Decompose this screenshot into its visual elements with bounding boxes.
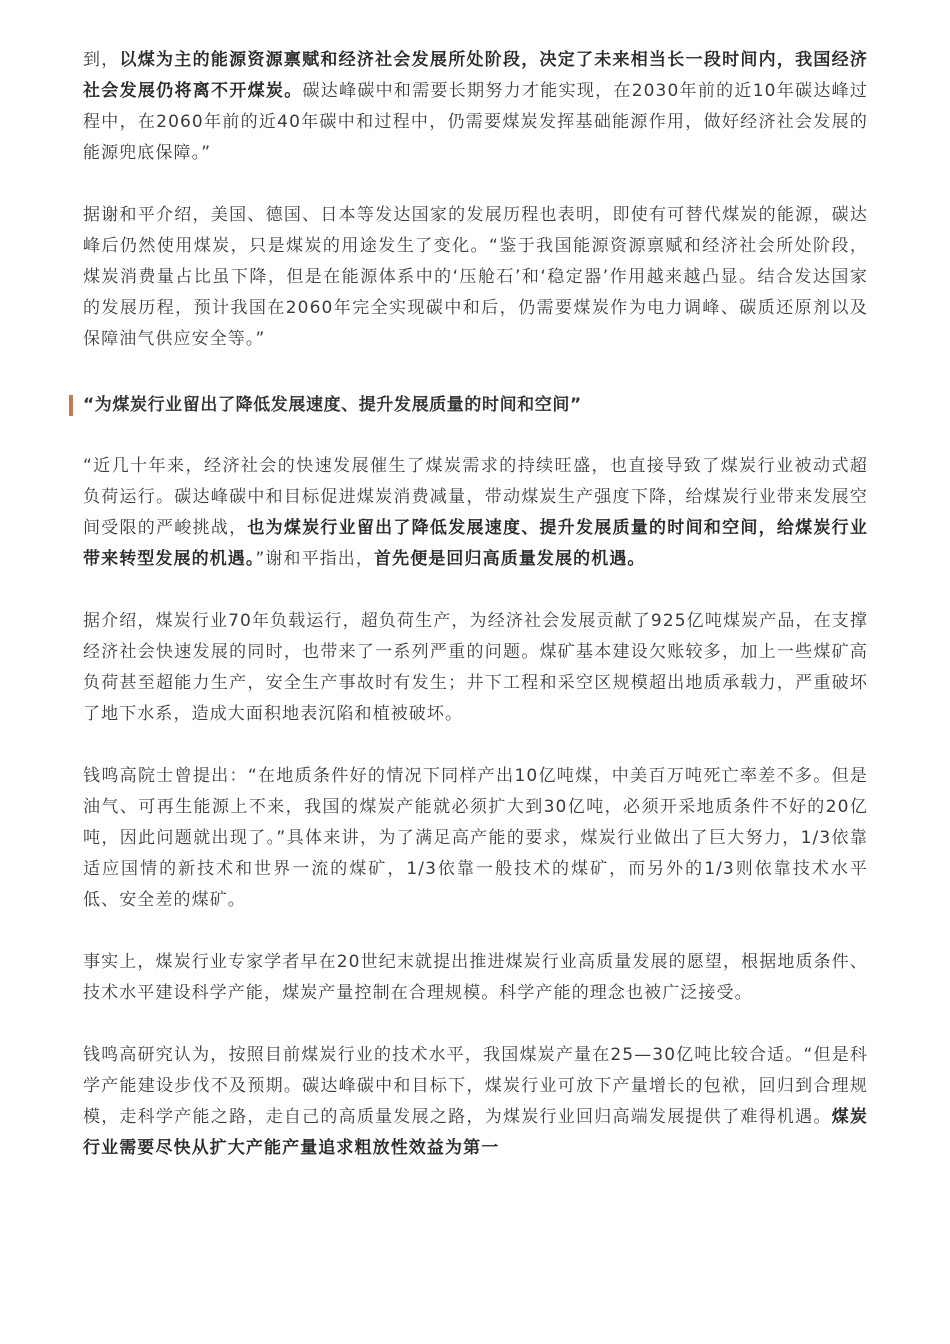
article-body — [83, 45, 868, 1164]
paragraph-1-lead: 到， — [83, 50, 120, 70]
paragraph-3 — [83, 451, 868, 575]
paragraph-7-text: 钱鸣高研究认为，按照目前煤炭行业的技术水平，我国煤炭产量在25—30亿吨比较合适。“但是科学产能建设步伐不及预期。碳达峰碳中和目标下，煤炭行业可放下产量增长的包袱，回归到合理规模，走科学产能之路，走自己的高质量发展之路，为煤炭行业回归高端发展提供了难得机遇。 — [83, 1045, 868, 1127]
paragraph-3-attribution: ”谢和平指出， — [255, 549, 375, 569]
paragraph-2-text: 据谢和平介绍，美国、德国、日本等发达国家的发展历程也表明，即使有可替代煤炭的能源，碳达峰后仍然使用煤炭，只是煤炭的用途发生了变化。“鉴于我国能源资源禀赋和经济社会所处阶段，煤炭消费量占比虽下降，但是在能源体系中的‘压舱石’和‘稳定器’作用越来越凸显。结合发达国家的发展历程，预计我国在2060年完全实现碳中和后，仍需要煤炭作为电力调峰、碳质还原剂以及保障油气供应安全等。” — [83, 205, 868, 349]
paragraph-3-emphasis-2: 首先便是回归高质量发展的机遇。 — [374, 549, 646, 569]
paragraph-5-text: 钱鸣高院士曾提出：“在地质条件好的情况下同样产出10亿吨煤，中美百万吨死亡率差不多。但是油气、可再生能源上不来，我国的煤炭产能就必须扩大到30亿吨，必须开采地质条件不好的20亿吨，因此问题就出现了。”具体来讲，为了满足高产能的要求，煤炭行业做出了巨大努力，1/3依靠适应国情的新技术和世界一流的煤矿，1/3依靠一般技术的煤矿，而另外的1/3则依靠技术水平低、安全差的煤矿。 — [83, 766, 868, 910]
paragraph-5 — [83, 761, 868, 916]
paragraph-6-text: 事实上，煤炭行业专家学者早在20世纪末就提出推进煤炭行业高质量发展的愿望，根据地质条件、技术水平建设科学产能，煤炭产量控制在合理规模。科学产能的理念也被广泛接受。 — [83, 952, 868, 1003]
section-heading — [69, 393, 868, 417]
paragraph-7 — [83, 1040, 868, 1164]
paragraph-1-emphasis: 以煤为主的能源资源禀赋和经济社会发展所处阶段，决定了未来相当长一段时间内，我国经济社会发展仍将离不开煤炭。 — [83, 50, 868, 101]
paragraph-3-lead: “近几十年来，经济社会的快速发展催生了煤炭需求的持续旺盛，也直接导致了煤炭行业被动式超负荷运行。碳达峰碳中和目标促进煤炭消费减量，带动煤炭生产强度下降，给煤炭行业带来发展空间受限的严峻挑战， — [83, 456, 868, 538]
paragraph-3-emphasis: 也为煤炭行业留出了降低发展速度、提升发展质量的时间和空间，给煤炭行业带来转型发展的机遇。 — [83, 518, 868, 569]
paragraph-4-text: 据介绍，煤炭行业70年负载运行，超负荷生产，为经济社会发展贡献了925亿吨煤炭产品，在支撑经济社会快速发展的同时，也带来了一系列严重的问题。煤矿基本建设欠账较多，加上一些煤矿高负荷甚至超能力生产，安全生产事故时有发生；井下工程和采空区规模超出地质承载力，严重破坏了地下水系，造成大面积地表沉陷和植被破坏。 — [83, 611, 868, 724]
paragraph-4 — [83, 606, 868, 730]
section-heading-text: “为煤炭行业留出了降低发展速度、提升发展质量的时间和空间” — [83, 395, 582, 415]
paragraph-1 — [83, 45, 868, 169]
heading-accent-bar — [69, 395, 73, 416]
paragraph-2 — [83, 200, 868, 355]
paragraph-7-emphasis: 煤炭行业需要尽快从扩大产能产量追求粗放性效益为第一 — [83, 1107, 868, 1158]
paragraph-1-rest: 碳达峰碳中和需要长期努力才能实现，在2030年前的近10年碳达峰过程中，在2060年前的近40年碳中和过程中，仍需要煤炭发挥基础能源作用，做好经济社会发展的能源兜底保障。” — [83, 81, 868, 163]
paragraph-6 — [83, 947, 868, 1009]
